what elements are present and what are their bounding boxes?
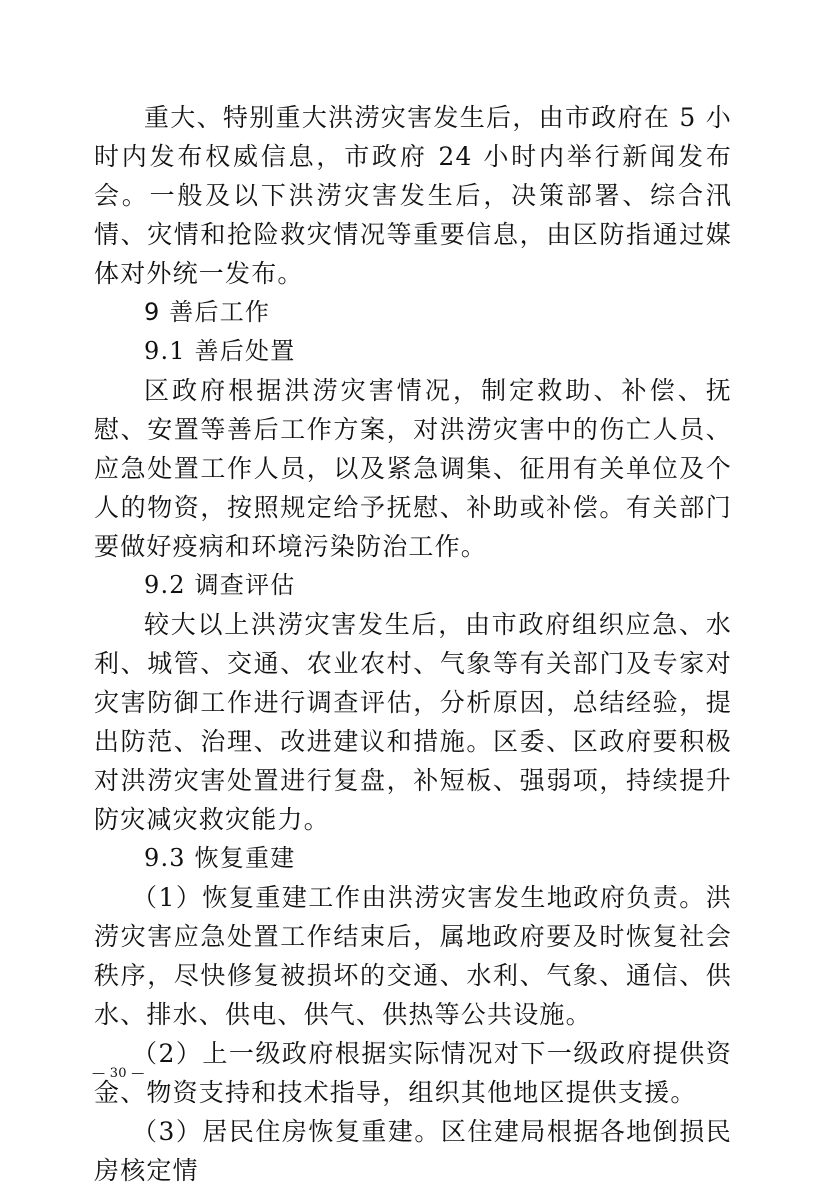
paragraph-9-1: 区政府根据洪涝灾害情况，制定救助、补偿、抚慰、安置等善后工作方案，对洪涝灾害中的伤亡人员、应急处置工作人员，以及紧急调集、征用有关单位及个人的物资，按照规定给予抚慰、补助或补偿。有关部门要做好疫病和环境污染防治工作。 (94, 376, 732, 561)
subsection-title-9-3: 9.3 恢复重建 (144, 844, 296, 872)
paragraph-9-2: 较大以上洪涝灾害发生后，由市政府组织应急、水利、城管、交通、农业农村、气象等有关部门及专家对灾害防御工作进行调查评估，分析原因，总结经验，提出防范、治理、改进建议和措施。区委、区政府要积极对洪涝灾害处置进行复盘，补短板、强弱项，持续提升防灾减灾救灾能力。 (94, 610, 732, 834)
section-title-9: 9 善后工作 (144, 298, 271, 326)
paragraph-info-release: 重大、特别重大洪涝灾害发生后，由市政府在 5 小时内发布权威信息，市政府 24 小时内举行新闻发布会。一般及以下洪涝灾害发生后，决策部署、综合汛情、灾情和抢险救灾情况等重要信息，由区防指通过媒体对外统一发布。 (94, 103, 732, 288)
list-item-9-3-3: （3）居民住房恢复重建。区住建局根据各地倒损民房核定情 (94, 1117, 732, 1185)
subsection-title-9-1: 9.1 善后处置 (144, 337, 296, 365)
page-number: — 30 — (92, 1066, 145, 1081)
document-body (94, 98, 732, 1190)
list-item-9-3-2: （2）上一级政府根据实际情况对下一级政府提供资金、物资支持和技术指导，组织其他地区提供支援。 (94, 1039, 732, 1107)
list-item-9-3-1: （1）恢复重建工作由洪涝灾害发生地政府负责。洪涝灾害应急处置工作结束后，属地政府要及时恢复社会秩序，尽快修复被损坏的交通、水利、气象、通信、供水、排水、供电、供气、供热等公共设施。 (94, 883, 732, 1029)
subsection-title-9-2: 9.2 调查评估 (144, 571, 296, 599)
